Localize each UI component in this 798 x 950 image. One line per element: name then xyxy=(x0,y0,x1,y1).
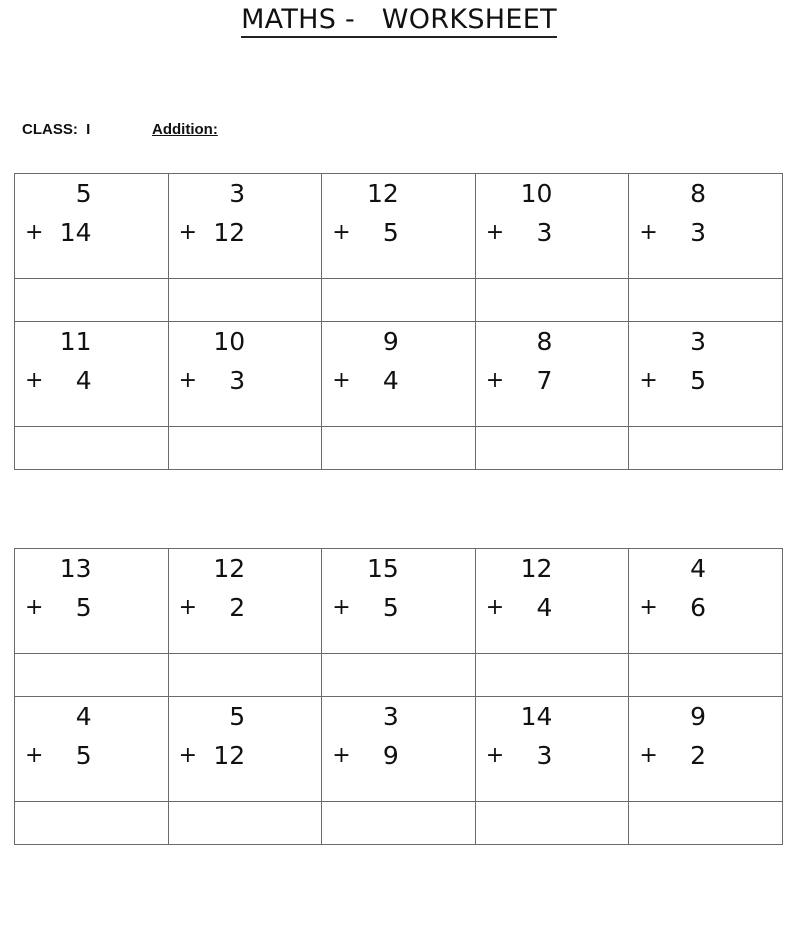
plus-sign: + xyxy=(25,595,44,620)
plus-sign: + xyxy=(485,220,505,245)
addend-bottom: 3 xyxy=(690,218,706,247)
addend-bottom: 12 xyxy=(213,741,246,770)
plus-sign: + xyxy=(178,595,198,620)
addend-bottom: 3 xyxy=(229,366,246,395)
addend-top: 15 xyxy=(366,554,399,583)
plus-sign: + xyxy=(178,743,198,768)
plus-sign: + xyxy=(25,743,44,768)
answer-box[interactable] xyxy=(168,427,322,470)
answer-box[interactable] xyxy=(629,654,783,697)
addend-bottom: 9 xyxy=(382,741,399,770)
addend-bottom: 6 xyxy=(690,593,706,622)
answer-box[interactable] xyxy=(322,802,476,845)
problem-grid-2 xyxy=(14,548,783,845)
plus-sign: + xyxy=(485,743,505,768)
problem-cell xyxy=(629,174,783,279)
problem-grid-1 xyxy=(14,173,783,470)
addend-top: 10 xyxy=(213,327,246,356)
problem-cell xyxy=(15,549,169,654)
answer-box[interactable] xyxy=(475,427,629,470)
problem-cell xyxy=(322,322,476,427)
plus-sign: + xyxy=(639,595,658,620)
problem-cell xyxy=(322,174,476,279)
addend-top: 9 xyxy=(382,327,399,356)
worksheet-title-text: MATHS - WORKSHEET xyxy=(241,4,557,38)
answer-box[interactable] xyxy=(168,802,322,845)
plus-sign: + xyxy=(332,220,351,245)
plus-sign: + xyxy=(639,220,658,245)
answer-box[interactable] xyxy=(629,279,783,322)
addend-top: 8 xyxy=(536,327,553,356)
plus-sign: + xyxy=(639,743,658,768)
problem-cell xyxy=(475,322,629,427)
addend-top: 13 xyxy=(59,554,92,583)
addend-top: 5 xyxy=(75,179,92,208)
answer-box[interactable] xyxy=(322,654,476,697)
answer-box[interactable] xyxy=(475,279,629,322)
plus-sign: + xyxy=(332,743,351,768)
answer-box[interactable] xyxy=(168,279,322,322)
plus-sign: + xyxy=(332,368,351,393)
addend-bottom: 4 xyxy=(536,593,553,622)
plus-sign: + xyxy=(332,595,351,620)
class-label: CLASS: I xyxy=(22,121,91,138)
answer-box[interactable] xyxy=(322,279,476,322)
answer-row xyxy=(15,802,783,845)
addend-top: 4 xyxy=(690,554,706,583)
addend-top: 8 xyxy=(690,179,706,208)
answer-box[interactable] xyxy=(629,802,783,845)
problem-cell xyxy=(475,174,629,279)
answer-box[interactable] xyxy=(15,654,169,697)
problem-cell xyxy=(629,549,783,654)
problem-row xyxy=(15,174,783,279)
answer-row xyxy=(15,279,783,322)
addend-bottom: 5 xyxy=(382,593,399,622)
answer-box[interactable] xyxy=(475,654,629,697)
problem-cell xyxy=(15,697,169,802)
answer-row xyxy=(15,654,783,697)
problem-cell xyxy=(475,549,629,654)
answer-box[interactable] xyxy=(15,427,169,470)
addend-top: 5 xyxy=(229,702,246,731)
addend-bottom: 2 xyxy=(690,741,706,770)
addend-bottom: 5 xyxy=(690,366,706,395)
addend-bottom: 3 xyxy=(536,218,553,247)
plus-sign: + xyxy=(25,368,44,393)
addend-top: 12 xyxy=(213,554,246,583)
problem-cell xyxy=(168,174,322,279)
problem-row xyxy=(15,697,783,802)
problem-cell xyxy=(15,322,169,427)
addend-top: 4 xyxy=(75,702,92,731)
addend-bottom: 5 xyxy=(75,741,92,770)
addend-top: 9 xyxy=(690,702,706,731)
addend-bottom: 5 xyxy=(382,218,399,247)
problem-cell xyxy=(168,697,322,802)
addend-bottom: 4 xyxy=(382,366,399,395)
addend-bottom: 5 xyxy=(75,593,92,622)
addend-bottom: 7 xyxy=(536,366,553,395)
addend-top: 12 xyxy=(520,554,553,583)
problem-cell xyxy=(322,697,476,802)
plus-sign: + xyxy=(178,220,198,245)
problem-cell xyxy=(322,549,476,654)
plus-sign: + xyxy=(485,595,505,620)
answer-box[interactable] xyxy=(475,802,629,845)
plus-sign: + xyxy=(639,368,658,393)
problem-cell xyxy=(475,697,629,802)
addend-bottom: 14 xyxy=(59,218,92,247)
problem-cell xyxy=(15,174,169,279)
problem-row xyxy=(15,549,783,654)
addend-top: 11 xyxy=(59,327,92,356)
addend-bottom: 4 xyxy=(75,366,92,395)
plus-sign: + xyxy=(25,220,44,245)
answer-box[interactable] xyxy=(15,279,169,322)
addend-top: 3 xyxy=(229,179,246,208)
addend-bottom: 12 xyxy=(213,218,246,247)
addend-bottom: 2 xyxy=(229,593,246,622)
worksheet-title xyxy=(0,4,798,35)
topic-label: Addition: xyxy=(152,121,218,138)
answer-row xyxy=(15,427,783,470)
addend-top: 12 xyxy=(366,179,399,208)
plus-sign: + xyxy=(178,368,198,393)
problem-cell xyxy=(168,322,322,427)
addend-top: 3 xyxy=(382,702,399,731)
answer-box[interactable] xyxy=(15,802,169,845)
plus-sign: + xyxy=(485,368,505,393)
problem-cell xyxy=(629,697,783,802)
addend-top: 14 xyxy=(520,702,553,731)
addend-top: 3 xyxy=(690,327,706,356)
answer-box[interactable] xyxy=(322,427,476,470)
addend-bottom: 3 xyxy=(536,741,553,770)
addend-top: 10 xyxy=(520,179,553,208)
answer-box[interactable] xyxy=(168,654,322,697)
problem-cell xyxy=(629,322,783,427)
problem-cell xyxy=(168,549,322,654)
problem-row xyxy=(15,322,783,427)
answer-box[interactable] xyxy=(629,427,783,470)
